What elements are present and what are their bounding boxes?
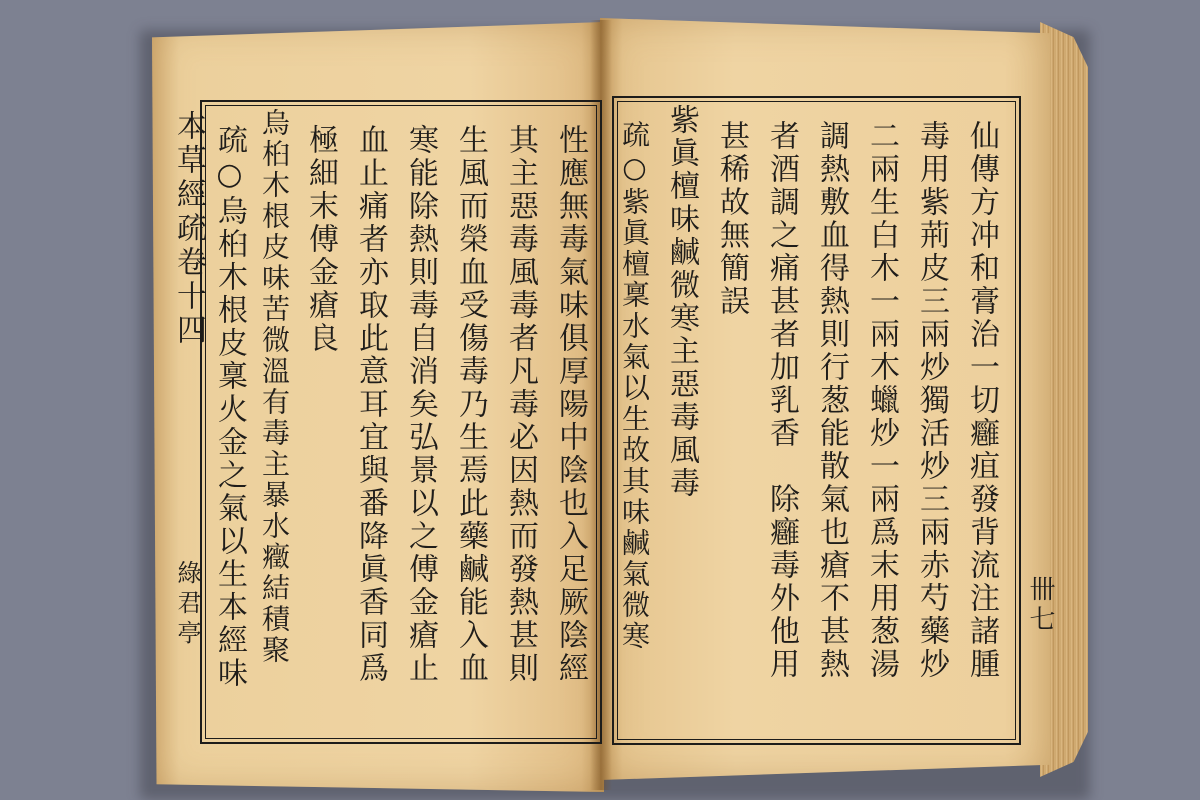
- text-column: 生風而榮血受傷毒乃生焉此藥鹹能入血: [453, 124, 488, 685]
- right-text-frame: [612, 96, 1021, 745]
- text-column: 疏○紫眞檀稟水氣以生故其味鹹氣微寒: [618, 120, 651, 652]
- left-text-frame: [200, 100, 602, 744]
- margin-book-title: 本草經疏卷十四: [171, 110, 206, 348]
- text-column: 紫眞檀味鹹微寒主惡毒風毒: [664, 104, 699, 500]
- margin-volume-number: 卌七: [1025, 575, 1055, 635]
- text-column: 性應無毒氣味俱厚陽中陰也入足厥陰經: [553, 124, 588, 685]
- text-column: 仙傳方冲和膏治一切癰疽發背流注諸腫: [964, 120, 999, 681]
- text-column: 疏○烏桕木根皮稟火金之氣以生本經味: [212, 124, 247, 690]
- text-column: 調熱敷血得熱則行葱能散氣也瘡不甚熱: [814, 120, 849, 681]
- text-column: 者酒調之痛甚者加乳香 除癰毒外他用: [764, 120, 799, 681]
- margin-publisher: 綠君亭: [173, 560, 201, 650]
- text-column: 血止痛者亦取此意耳宜與番降眞香同爲: [353, 124, 388, 685]
- text-column: 毒用紫荊皮三兩炒獨活炒三兩赤芍藥炒: [914, 120, 949, 681]
- text-column: 其主惡毒風毒者凡毒必因熱而發熱甚則: [503, 124, 538, 685]
- text-column: 烏桕木根皮味苦微溫有毒主暴水癥結積聚: [258, 108, 291, 666]
- text-column: 寒能除熱則毒自消矣弘景以之傅金瘡止: [403, 124, 438, 685]
- text-column: 甚稀故無簡誤: [714, 120, 749, 318]
- text-column: 二兩生白木一兩木蠟炒一兩爲末用葱湯: [864, 120, 899, 681]
- text-column: 極細末傅金瘡良: [303, 124, 338, 355]
